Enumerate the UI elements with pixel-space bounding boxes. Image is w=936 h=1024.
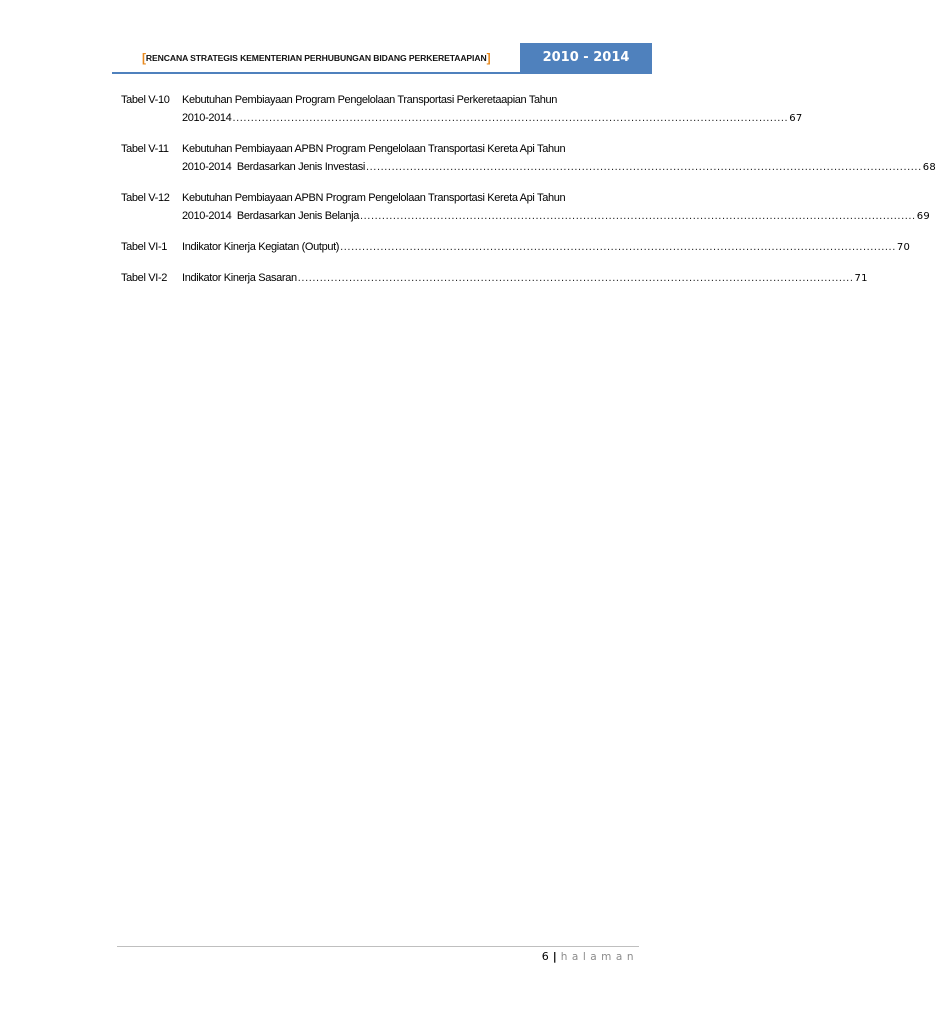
toc-entry-last-line (182, 207, 930, 226)
title-bracket-open: [ (142, 51, 146, 65)
page-footer (542, 950, 638, 963)
document-title (142, 50, 490, 65)
toc-entry-text (182, 140, 936, 177)
toc-entry-label: Tabel V-11 (121, 143, 169, 155)
toc-entry-title: Kebutuhan Pembiayaan APBN Program Pengelolaan Transportasi Kereta Api Tahun (182, 192, 566, 204)
page-header (112, 43, 652, 74)
table-of-contents (121, 91, 936, 300)
toc-entry[interactable] (121, 140, 936, 177)
toc-page-number: 71 (854, 273, 868, 284)
toc-entry-title: Kebutuhan Pembiayaan APBN Program Pengelolaan Transportasi Kereta Api Tahun (182, 143, 566, 155)
toc-entry-last-line (182, 269, 868, 288)
toc-entry-last-line (182, 238, 910, 257)
toc-entry-text (182, 91, 803, 128)
toc-page-number: 69 (916, 211, 931, 222)
dot-leader: ........................................................................................................................................................ (297, 272, 854, 284)
toc-entry-title: Indikator Kinerja Sasaran (182, 272, 297, 284)
page-word: halaman (560, 951, 638, 963)
toc-entry[interactable] (121, 91, 803, 128)
toc-entry-title: Indikator Kinerja Kegiatan (Output) (182, 241, 340, 253)
dot-leader: ........................................................................................................................................................ (232, 112, 789, 124)
toc-entry-label: Tabel VI-2 (121, 272, 168, 284)
toc-entry-label: Tabel V-12 (121, 192, 170, 204)
toc-entry-title-continued: 2010-2014 Berdasarkan Jenis Belanja (182, 210, 359, 222)
toc-page-number: 68 (922, 162, 936, 173)
year-range-badge: 2010 - 2014 (520, 43, 652, 72)
footer-separator: | (552, 950, 557, 963)
toc-entry[interactable] (121, 269, 868, 288)
toc-page-number: 70 (896, 242, 911, 253)
page-number: 6 (541, 950, 549, 963)
dot-leader: ........................................................................................................................................................ (366, 161, 922, 173)
toc-entry-title-continued: 2010-2014 Berdasarkan Jenis Investasi (182, 161, 365, 173)
toc-entry[interactable] (121, 189, 931, 226)
header-divider (112, 72, 652, 74)
toc-entry-label: Tabel VI-1 (121, 241, 168, 253)
toc-entry[interactable] (121, 238, 911, 257)
footer-divider (117, 946, 639, 947)
toc-entry-title: Kebutuhan Pembiayaan Program Pengelolaan Transportasi Perkeretaapian Tahun (182, 94, 558, 106)
toc-entry-text (182, 269, 868, 288)
dot-leader: ........................................................................................................................................................ (340, 241, 896, 253)
toc-entry-last-line (182, 109, 803, 128)
toc-entry-title-continued: 2010-2014 (182, 112, 232, 124)
toc-entry-last-line (182, 158, 936, 177)
document-title-text: RENCANA STRATEGIS KEMENTERIAN PERHUBUNGAN BIDANG PERKERETAAPIAN (145, 53, 487, 63)
dot-leader: ........................................................................................................................................................ (359, 210, 916, 222)
toc-page-number: 67 (789, 113, 803, 124)
title-bracket-close: ] (486, 51, 491, 65)
toc-entry-text (182, 189, 930, 226)
toc-entry-text (182, 238, 910, 257)
toc-entry-label: Tabel V-10 (121, 94, 170, 106)
